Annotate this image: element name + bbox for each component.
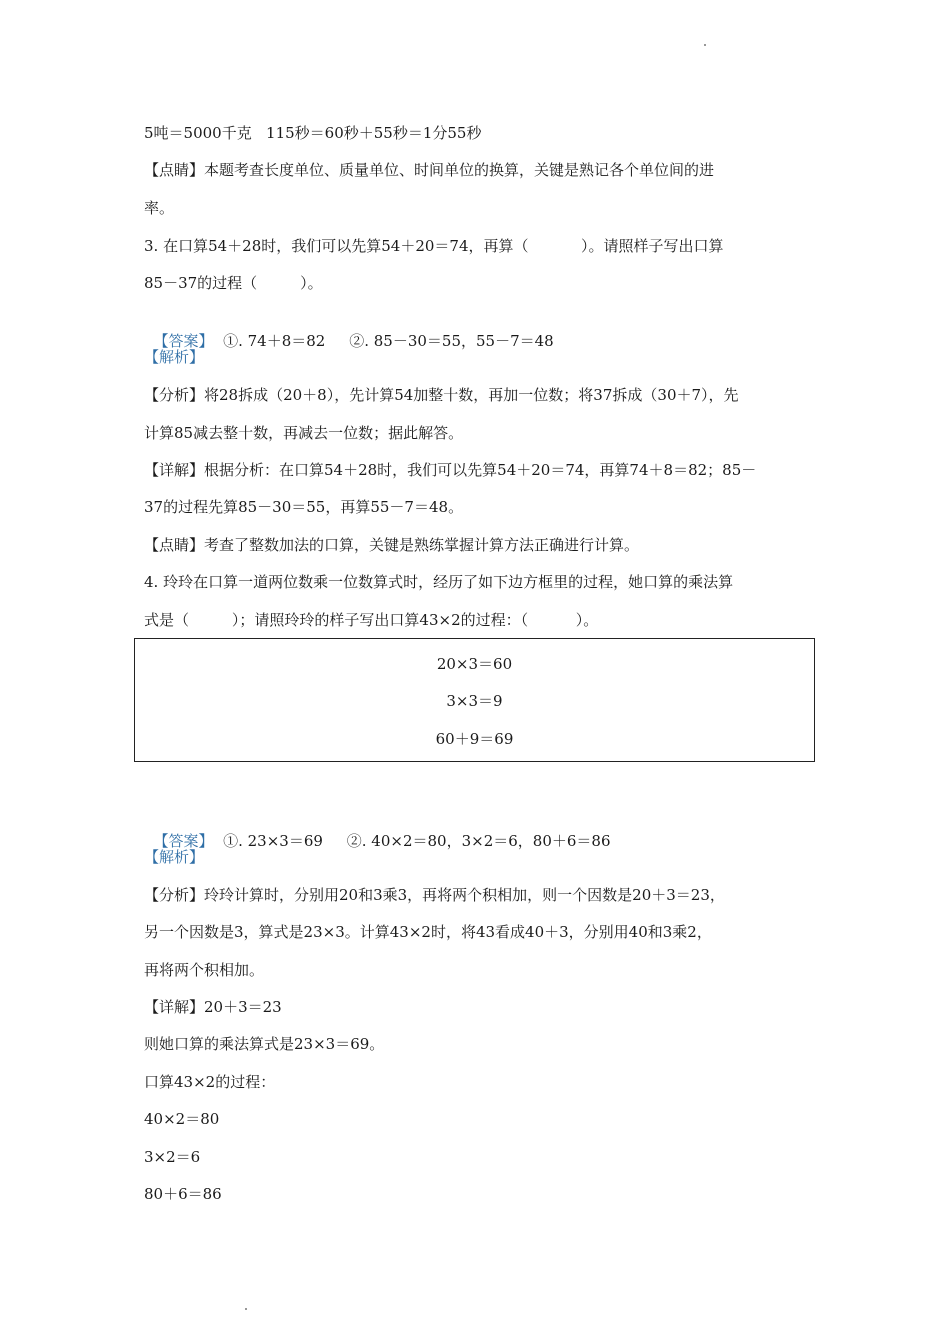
text-line: 3×2＝6 (144, 1148, 201, 1166)
text-line: 【分析】玲玲计算时，分别用20和3乘3，再将两个积相加，则一个因数是20＋3＝23， (144, 886, 725, 904)
page-dot-top (704, 44, 706, 46)
text-line: 则她口算的乘法算式是23×3＝69。 (144, 1035, 385, 1053)
process-box (134, 638, 815, 762)
text-line: 再将两个积相加。 (144, 961, 265, 979)
text-line: 口算43×2的过程： (144, 1073, 276, 1091)
text-line: 【分析】将28拆成（20＋8），先计算54加整十数，再加一位数；将37拆成（30＋7），先 (144, 386, 739, 404)
text-line: 85－37的过程（ ）。 (144, 274, 323, 292)
box-equation: 60＋9＝69 (435, 730, 514, 748)
text-line: 【详解】根据分析：在口算54＋28时，我们可以先算54＋20＝74，再算74＋8＝82；85－ (144, 461, 757, 479)
box-equation: 20×3＝60 (436, 655, 513, 673)
text-line: 40×2＝80 (144, 1110, 220, 1128)
answer-tag: 【答案】 (153, 332, 214, 350)
text-line: 5吨＝5000千克 115秒＝60秒＋55秒＝1分55秒 (144, 124, 482, 142)
text-line: 式是（ ）；请照玲玲的样子写出口算43×2的过程：（ ）。 (144, 611, 599, 629)
answer-text: ①. 23×3＝69 ②. 40×2＝80，3×2＝6，80＋6＝86 (213, 832, 611, 850)
answer-line (144, 811, 611, 851)
text-line: 37的过程先算85－30＝55，再算55－7＝48。 (144, 498, 464, 516)
text-line: 【点睛】本题考查长度单位、质量单位、时间单位的换算，关键是熟记各个单位间的进 (144, 161, 715, 179)
text-line: 率。 (144, 199, 175, 217)
text-line: 另一个因数是3，算式是23×3。计算43×2时，将43看成40＋3，分别用40和3乘2， (144, 923, 712, 941)
answer-line (144, 311, 554, 351)
text-line: 80＋6＝86 (144, 1185, 222, 1203)
text-line: 计算85减去整十数，再减去一位数；据此解答。 (144, 424, 464, 442)
analysis-tag: 【解析】 (144, 848, 205, 866)
text-line: 【详解】20＋3＝23 (144, 998, 282, 1016)
answer-text: ①. 74＋8＝82 ②. 85－30＝55，55－7＝48 (213, 332, 554, 350)
text-line: 【点睛】考查了整数加法的口算，关键是熟练掌握计算方法正确进行计算。 (144, 536, 640, 554)
box-equation: 3×3＝9 (446, 692, 503, 710)
question-4: 4. 玲玲在口算一道两位数乘一位数算式时，经历了如下边方框里的过程，她口算的乘法算 (144, 573, 734, 591)
answer-tag: 【答案】 (153, 832, 214, 850)
page-dot-bottom (245, 1308, 247, 1310)
analysis-tag: 【解析】 (144, 348, 205, 366)
question-3: 3. 在口算54＋28时，我们可以先算54＋20＝74，再算（ ）。请照样子写出口算 (144, 237, 724, 255)
